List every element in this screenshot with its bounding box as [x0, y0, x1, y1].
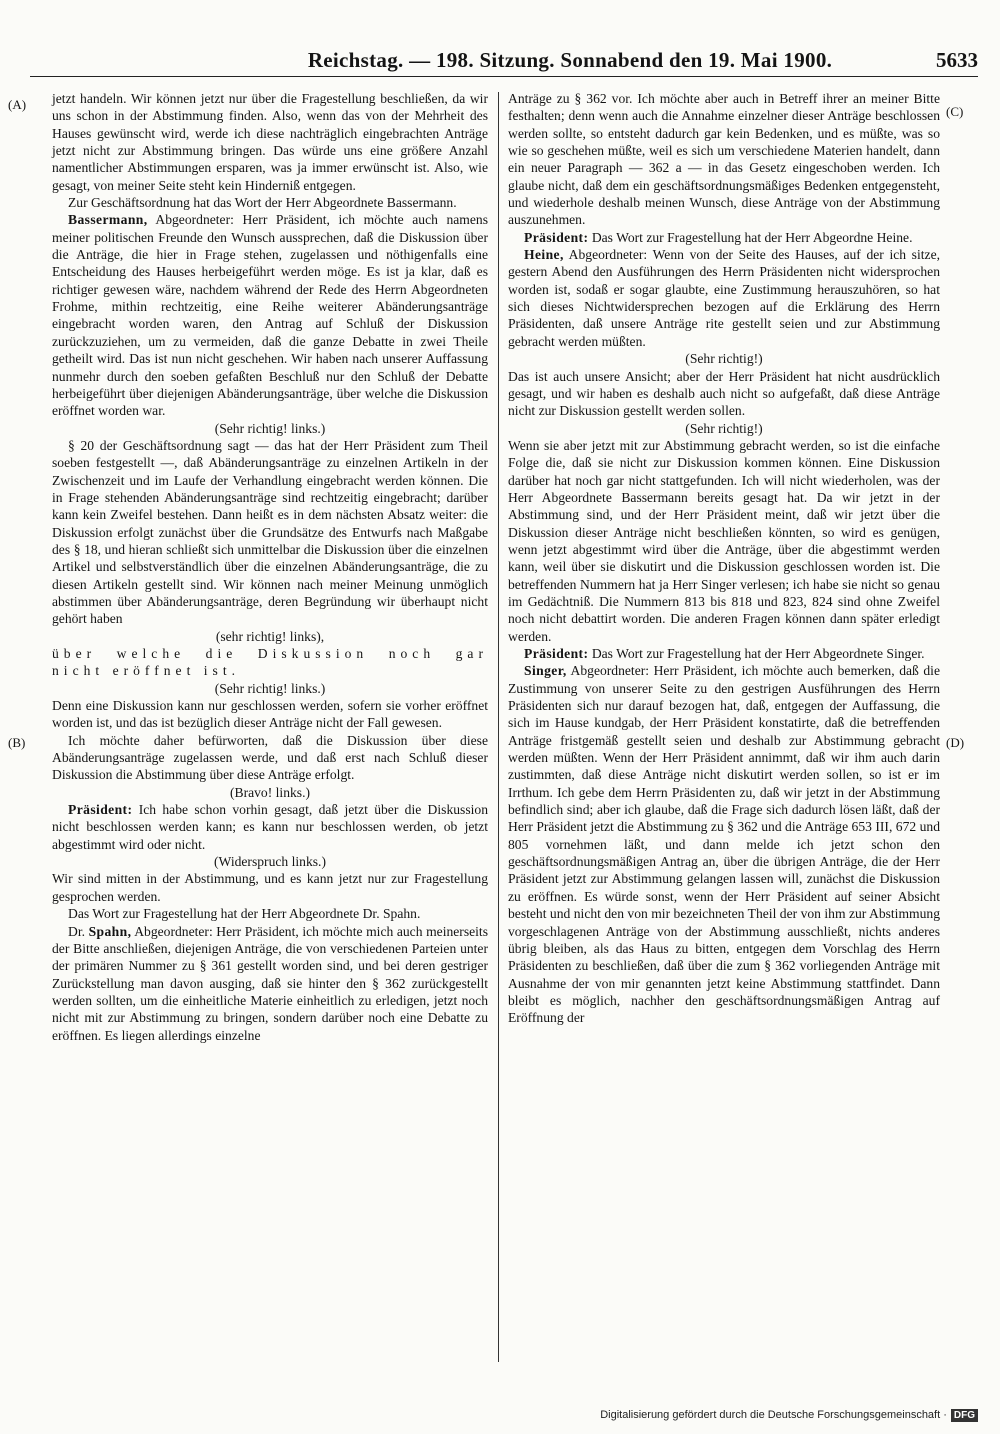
speech-paragraph: [52, 801, 488, 853]
speech-paragraph: [52, 211, 488, 419]
dfg-logo: DFG: [951, 1409, 978, 1422]
digitization-credit: [600, 1409, 978, 1422]
speaker-name: Bassermann,: [68, 212, 148, 228]
speaker-name: Singer,: [524, 663, 567, 679]
interjection: (Sehr richtig! links.): [214, 420, 326, 436]
header-rule: [30, 76, 978, 77]
speaker-name: Spahn,: [88, 923, 132, 939]
paragraph: Wenn sie aber jetzt mit zur Abstimmung gebracht werden, so ist die einfache Folge die, daß sie nicht zur Diskussion kommen können. Eine Diskussion darüber hat noch gar nicht stattgefunden. Ich will nicht wiederholen, was der Herr Abgeordnete Bassermann bereits gesagt hat. Da wir jetzt in der Abstimmung sind, und der Herr Präsident meint, daß wir jetzt über die Diskussion dieser Anträge nicht beschließen könnten, so wird es genügen, wenn jetzt abgestimmt wird über die Anträge, über die abgestimmt werden kann, weil über sie diskutirt und die Diskussion geschlossen worden ist. Die betreffenden Nummern hat ja Herr Singer verlesen; ich habe sie nicht so genau im Gedächtniß. Die Nummern 813 bis 818 und 823, 824 sind ohne Zweifel noch nicht debattirt worden. Die anderen Fragen können dann später erledigt werden.: [508, 437, 940, 644]
emphasized-paragraph: über welche die Diskussion noch gar nicht eröffnet ist.: [52, 646, 488, 679]
right-column: [508, 90, 940, 1027]
speaker-name: Präsident:: [524, 646, 589, 661]
paragraph: Denn eine Diskussion kann nur geschlossen werden, sofern sie vorher eröffnet worden ist, und das ist bezüglich dieser Anträge nicht der Fall gewesen.: [52, 698, 488, 731]
speech-text: Abgeordneter: Herr Präsident, ich möchte auch namens meiner politischen Freunde den Wunsch aussprechen, daß die Diskussion über die Anträge, die hier in Frage stehen, zugelassen und nöthigenfalls eine Entscheidung des Hauses herbeigeführt werden möge. Es ist ja klar, daß es richtiger gewesen wäre, nachdem während der Rede des Herrn Abgeordneten Frohme, mithin rechtzeitig, eine Reihe weiterer Abänderungsanträge eingebracht worden waren, den Antrag auf Schluß der Diskussion zurückzuziehen, um zu vermeiden, daß die ganze Debatte in zwei Theile getheilt wird. Das ist nun nicht geschehen. Wir haben nach unserer Auffassung nunmehr durch den soeben gefaßten Beschluß nur den Schluß der Debatte herbeigeführt über diejenigen Abänderungsanträge, über welche die Diskussion eröffnet worden war.: [52, 212, 488, 419]
paragraph: jetzt handeln. Wir können jetzt nur über die Fragestellung beschließen, da wir uns schon in der Abstimmung finden. Also, wenn das von der Mehrheit des Hauses gewünscht wird, werde ich diese nachträglich eingebrachten Anträge jetzt nicht zur Abstimmung bringen. Das würde uns eine größere Anzahl namentlicher Abstimmungen ersparen, was ja immer erwünscht ist. Also, wie gesagt, von meiner Seite steht kein Hinderniß entgegen.: [52, 91, 488, 193]
speaker-name: Präsident:: [68, 802, 133, 818]
speech-text: Abgeordneter: Wenn von der Seite des Hauses, auf der ich sitze, gestern Abend den Ausführungen des Herrn Präsidenten nicht widersprochen worden ist, sodaß er sogar glaubte, eine Zustimmung herauszuhören, so hat sich dieses Nichtwidersprechen bezogen auf die Erklärung des Herrn Präsidenten, daß unsere Anträge rite gestellt seien und zur Abstimmung gebracht werden müßten.: [508, 247, 940, 349]
speech-paragraph: [508, 662, 940, 1026]
paragraph: § 20 der Geschäftsordnung sagt — das hat der Herr Präsident zum Theil soeben festgestellt —, daß Abänderungsanträge zu einzelnen Artikeln in der Zwischenzeit und im Laufe der Verhandlung eingebracht werden können. Die in Frage stehenden Abänderungsanträge sind rechtzeitig eingebracht; darüber kann kein Zweifel bestehen. Dann heißt es in dem nächsten Absatz weiter: die Diskussion erfolgt zunächst über die Grundsätze des Entwurfs nach Maßgabe des § 18, und hieran schließt sich unmittelbar die Diskussion über die einzelnen Artikel und selbstverständlich über die einzelnen Abänderungsanträge, die zu diesen Artikeln gestellt sind. Wir können nach meiner Meinung unmöglich abstimmen über Abänderungsanträge, deren Begründung wir überhaupt nicht gehört haben: [52, 437, 488, 627]
speech-text: Das Wort zur Fragestellung hat der Herr Abgeordne Heine.: [588, 229, 913, 245]
credit-text: Digitalisierung gefördert durch die Deutsche Forschungsgemeinschaft ·: [600, 1409, 947, 1421]
speech-text: Abgeordneter: Herr Präsident, ich möchte auch bemerken, daß die Zustimmung von unserer Seite zu den gestrigen Ausführungen des Herrn Präsidenten sich nur darauf bezogen hat, daß, entgegen der Auffassung, die sich im Hause kundgab, der Herr Präsident konstatirte, daß die betreffenden Anträge fristgemäß gestellt seien und deshalb zur Abstimmung gebracht werden müßten. Wenn der Herr Präsident annimmt, daß wir ihm auch darin zustimmten, daß diese Anträge nicht diskutirt werden sollen, so ist er im Irrthum. Ich gebe dem Herrn Präsidenten zu, daß wir jetzt in der Abstimmung befindlich sind; aber ich glaube, daß die Frage sich dadurch lösen läßt, daß der Herr Präsident jetzt die Abstimmung zu § 362 und die Anträge 653 III, 672 und 805 vornehmen läßt, und dann melde ich jetzt schon den geschäftsordnungsmäßigen Antrag an, über die übrigen Anträge, die der Herr Präsident jetzt zur Abstimmung gelangen lassen will, zunächst die Diskussion zu eröffnen. Es würde sonst, wenn der Herr Präsident auf seiner Absicht besteht und nicht den von mir bezeichneten Theil der von ihm zur Abstimmung vorgeschlagenen Anträge von der Abstimmung ausschließt, nichts anderes übrig bleiben, als das Haus zu bitten, entgegen dem Vorschlag des Herrn Präsidenten zu beschließen, daß über die zum § 362 vorliegenden Anträge mit Ausnahme der von mir genannten jetzt keine Abstimmung stattfindet. Dann bleibt es möglich, nachher den geschäftsordnungsmäßigen Antrag auf Eröffnung der: [508, 663, 940, 1026]
paragraph: Das ist auch unsere Ansicht; aber der Herr Präsident hat nicht ausdrücklich gesagt, und wir haben es deshalb auch nicht so aufgefaßt, daß diese Anträge nicht zur Diskussion gestellt werden sollen.: [508, 368, 940, 419]
interjection: (Sehr richtig!): [685, 351, 763, 367]
speaker-prefix: Dr.: [68, 923, 89, 939]
speech-text: Ich habe schon vorhin gesagt, daß jetzt über die Diskussion nicht beschlossen werden kann; es kann nur beschlossen werden, ob jetzt abgestimmt wird oder nicht.: [52, 802, 488, 852]
paragraph: Zur Geschäftsordnung hat das Wort der Herr Abgeordnete Bassermann.: [68, 195, 457, 211]
speech-paragraph: [508, 229, 940, 246]
speaker-name: Präsident:: [524, 229, 589, 245]
speaker-name: Heine,: [524, 247, 564, 263]
speech-text: Das Wort zur Fragestellung hat der Herr Abgeordnete Singer.: [588, 646, 925, 661]
interjection: (Widerspruch links.): [214, 854, 326, 870]
paragraph: Anträge zu § 362 vor. Ich möchte aber auch in Betreff ihrer an meiner Bitte festhalten; denn wenn auch die Annahme einzelner dieser Anträge beschlossen werden sollte, so entsteht dadurch gar kein Bedenken, und es müßte, was so wie so geschehen müßte, weil es sich um verschiedene Materien handelt, dann ein neuer Paragraph — 362 a — in das Gesetz eingeschoben werden. Ich glaube nicht, daß dem ein geschäftsordnungsmäßiges Bedenken entgegensteht, und wiederhole deshalb meinen Wunsch, diese Anträge von der Abstimmung auszunehmen.: [508, 91, 940, 228]
interjection: (Bravo! links.): [229, 784, 311, 800]
speech-paragraph: [508, 645, 940, 662]
speech-paragraph: [52, 923, 488, 1044]
running-title: Reichstag. — 198. Sitzung. Sonnabend den 19. Mai 1900.: [307, 48, 833, 72]
paragraph: Wir sind mitten in der Abstimmung, und es kann jetzt nur zur Fragestellung gesprochen werden.: [52, 871, 488, 904]
speech-text: Abgeordneter: Herr Präsident, ich möchte mich auch meinerseits der Bitte anschließen, diejenigen Anträge, die von verschiedenen Parteien unter der primären Nummer zu § 361 gestellt worden sind, und bei deren gestriger Zurückstellung man davon ausging, daß sie hinter den § 362 zurückgestellt werden sollten, um die einheitliche Materie einheitlich zu erledigen, jetzt noch nicht mit zur Abstimmung zu bringen, sondern darüber noch eine Debatte zu eröffnen. Es liegen allerdings einzelne: [52, 923, 488, 1043]
page-header: [22, 42, 978, 78]
margin-marker-a: (A): [8, 97, 27, 112]
paragraph: Das Wort zur Fragestellung hat der Herr Abgeordnete Dr. Spahn.: [68, 906, 421, 922]
margin-marker-c: (C): [946, 104, 964, 119]
margin-marker-b: (B): [8, 735, 26, 750]
speech-paragraph: [508, 246, 940, 350]
column-divider: [498, 92, 499, 1362]
page-number: 5633: [936, 48, 978, 72]
paragraph: Ich möchte daher befürworten, daß die Diskussion über diese Abänderungsanträge zugelassen werde, und daß erst nach Schluß dieser Diskussion die Abstimmung über diese Anträge erfolgt.: [52, 732, 488, 783]
interjection: (Sehr richtig!): [685, 420, 763, 436]
interjection: (Sehr richtig! links.): [214, 680, 326, 696]
margin-marker-d: (D): [946, 735, 965, 750]
left-column: [52, 90, 488, 1044]
interjection: (sehr richtig! links),: [215, 628, 325, 644]
